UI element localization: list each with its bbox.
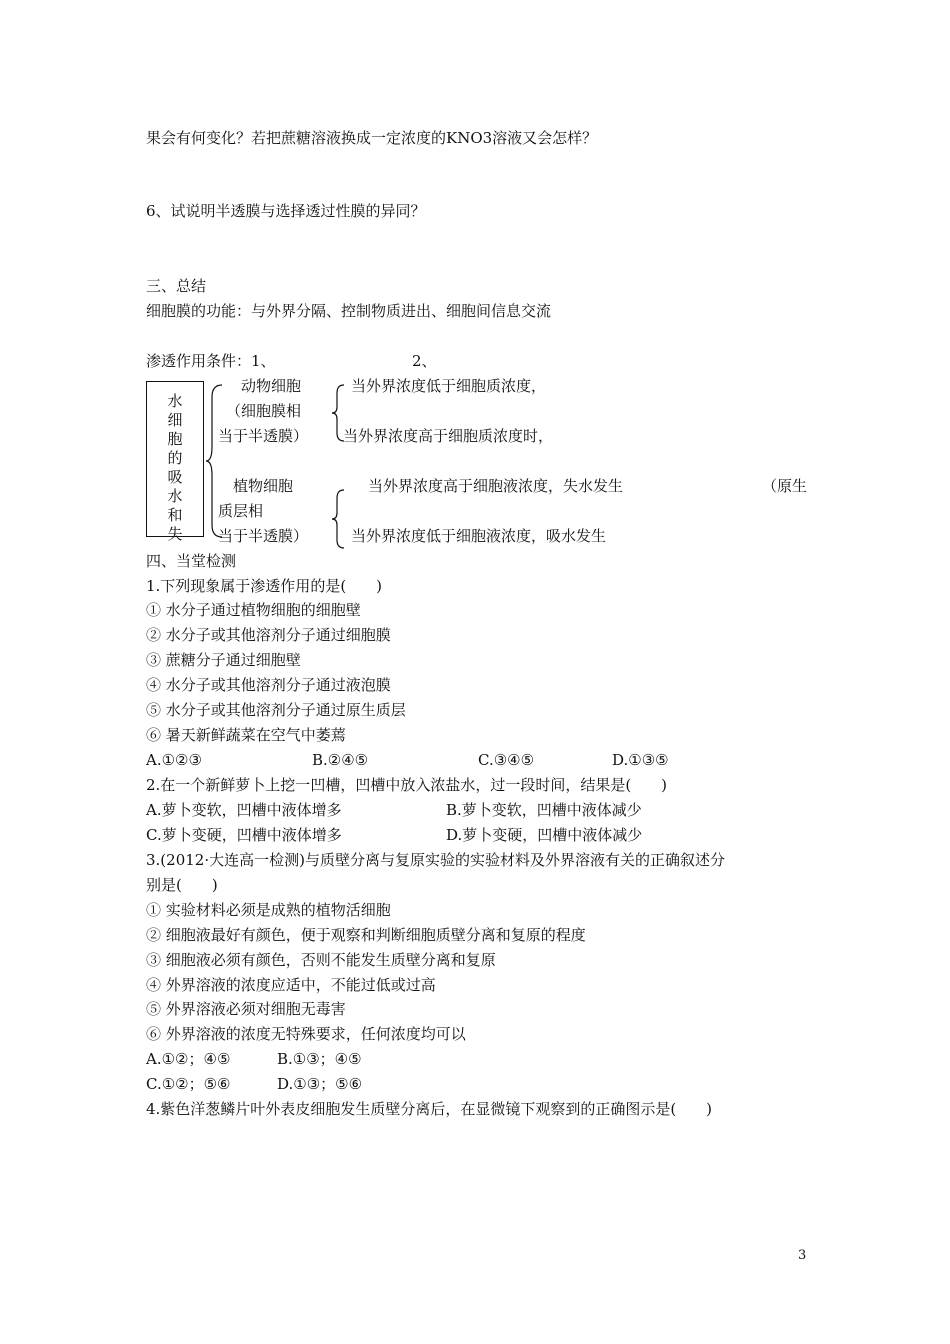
box-char: 的: [167, 449, 183, 467]
q2-option-a: A.萝卜变软，凹槽中液体增多: [146, 801, 342, 819]
plant-cell-note-2: 当于半透膜）: [218, 527, 309, 545]
q2-option-c: C.萝卜变硬，凹槽中液体增多: [146, 826, 342, 844]
q3-item: ④ 外界溶液的浓度应适中，不能过低或过高: [146, 976, 436, 994]
q3-item: ⑥ 外界溶液的浓度无特殊要求，任何浓度均可以: [146, 1025, 466, 1043]
box-char: 和: [167, 506, 183, 524]
q1-option-a: A.①②③: [146, 751, 202, 769]
q3-item: ② 细胞液最好有颜色，便于观察和判断细胞质壁分离和复原的程度: [146, 926, 586, 944]
q3-option-d: D.①③；⑤⑥: [277, 1075, 363, 1093]
question-4: 4.紫色洋葱鳞片叶外表皮细胞发生质壁分离后，在显微镜下观察到的正确图示是( ): [146, 1100, 713, 1118]
box-char: 吸: [167, 468, 183, 486]
osmosis-condition-1: 渗透作用条件：1、: [146, 352, 276, 370]
box-char: 水: [167, 392, 183, 410]
animal-cell-label: 动物细胞: [241, 377, 302, 395]
q3-option-b: B.①③；④⑤: [277, 1050, 362, 1068]
q1-item: ② 水分子或其他溶剂分子通过细胞膜: [146, 626, 391, 644]
plant-brace: [330, 488, 346, 550]
q3-item: ① 实验材料必须是成熟的植物活细胞: [146, 901, 391, 919]
q1-item: ① 水分子通过植物细胞的细胞壁: [146, 601, 361, 619]
box-char: 胞: [167, 430, 183, 448]
plant-cell-label: 植物细胞: [233, 477, 294, 495]
membrane-function: 细胞膜的功能：与外界分隔、控制物质进出、细胞间信息交流: [146, 302, 552, 320]
question-2: 2.在一个新鲜萝卜上挖一凹槽，凹槽中放入浓盐水，过一段时间，结果是( ): [146, 776, 668, 794]
page-number: 3: [798, 1248, 807, 1263]
q1-option-d: D.①③⑤: [612, 751, 669, 769]
osmosis-condition-2: 2、: [412, 352, 437, 370]
q3-option-a: A.①②；④⑤: [146, 1050, 231, 1068]
animal-cell-note-2: 当于半透膜）: [218, 427, 309, 445]
plant-case-low: 当外界浓度低于细胞液浓度，吸水发生: [351, 527, 607, 545]
q1-option-c: C.③④⑤: [478, 751, 535, 769]
question-1: 1.下列现象属于渗透作用的是( ): [146, 577, 383, 595]
animal-cell-note: （细胞膜相: [226, 402, 302, 420]
diagram-vertical-label: [164, 392, 186, 544]
q1-item: ③ 蔗糖分子通过细胞壁: [146, 651, 301, 669]
q3-option-c: C.①②；⑤⑥: [146, 1075, 231, 1093]
box-char: 细: [167, 411, 183, 429]
question-3: 3.(2012·大连高一检测)与质壁分离与复原实验的实验材料及外界溶液有关的正确叙述分: [146, 851, 725, 869]
plant-case-high-tail: （原生: [762, 477, 808, 495]
section-title-test: 四、当堂检测: [146, 552, 237, 570]
question-3-cont: 别是( ): [146, 876, 218, 894]
animal-case-high: 当外界浓度高于细胞质浓度时，: [343, 427, 554, 445]
q1-option-b: B.②④⑤: [312, 751, 369, 769]
q3-item: ③ 细胞液必须有颜色，否则不能发生质壁分离和复原: [146, 951, 496, 969]
box-char: 水: [167, 487, 183, 505]
question-6: 6、试说明半透膜与选择透过性膜的异同？: [146, 202, 426, 220]
q1-item: ⑤ 水分子或其他溶剂分子通过原生质层: [146, 701, 406, 719]
q2-option-b: B.萝卜变软，凹槽中液体减少: [446, 801, 642, 819]
animal-case-low: 当外界浓度低于细胞质浓度，: [351, 377, 547, 395]
q3-item: ⑤ 外界溶液必须对细胞无毒害: [146, 1000, 346, 1018]
q2-option-d: D.萝卜变硬，凹槽中液体减少: [446, 826, 643, 844]
section-title-summary: 三、总结: [146, 277, 207, 295]
q1-item: ④ 水分子或其他溶剂分子通过液泡膜: [146, 676, 391, 694]
plant-cell-note: 质层相: [218, 502, 264, 520]
box-char: 失: [167, 525, 183, 543]
q1-item: ⑥ 暑天新鲜蔬菜在空气中萎蔫: [146, 726, 346, 744]
plant-case-high: 当外界浓度高于细胞液浓度，失水发生: [368, 477, 624, 495]
text-line: 果会有何变化？若把蔗糖溶液换成一定浓度的KNO3溶液又会怎样？: [146, 129, 598, 147]
